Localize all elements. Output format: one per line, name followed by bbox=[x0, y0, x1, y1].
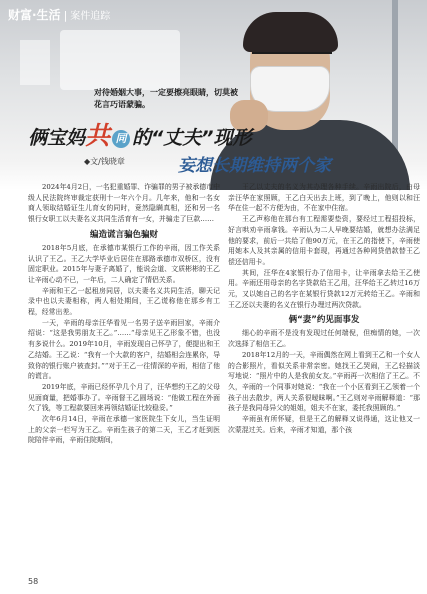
article-title bbox=[28, 116, 252, 152]
title-emphasis: 共 bbox=[85, 121, 111, 150]
paragraph: 一天，辛雨的母亲汪华看见一名男子送辛雨回家，辛雨介绍说：“这是我男朋友王乙。”……“母亲见王乙形象不错，也没有多说什么。2019年10月，辛雨发现自己怀孕了，便提出和王乙结婚。王乙说：“我有一个大款的客户，结婚相会连累你，导致你的银行账户被查封。”“对于王乙一往情深的辛雨，相信了他的谎言。 bbox=[28, 318, 220, 381]
page-number: 58 bbox=[28, 577, 39, 586]
paragraph: 次年6月14日，辛雨在承德一家医院生下女儿，当生证明上的父亲一栏写为王乙。辛雨生孩子的第二天，王乙才赶到医院陪伴辛雨，辛雨住院期间， bbox=[28, 415, 220, 445]
title-part-1: 俩宝妈 bbox=[28, 127, 86, 149]
magazine-brand: 财富·生活 bbox=[8, 8, 61, 22]
paragraph: 王乙声称他在那台有工程需要垫资，要经过工程招投标，好言哄劝辛雨拿钱。辛雨认为二人早晚要结婚，就想办法满足他的要求，前后一共给了他90万元，在王乙的指使下，辛雨使用她本人及其亲属的信用卡套现，再通过各种网贷借款替王乙偿还信用卡。 bbox=[228, 215, 420, 266]
paragraph: 细心的辛雨不是没有发现过任何端倪，但痴情的她，一次次选择了相信王乙。 bbox=[228, 329, 420, 349]
man-hair bbox=[243, 12, 338, 52]
paragraph: 其间，汪华在4家银行办了信用卡，让辛雨拿去给王乙使用。辛雨还用母亲的名字贷款给王乙用，汪华给王乙转过16万元，又以她自己的名字在某银行贷款12万元转给王乙。辛雨和王乙还以夫妻的名义在银行办理过两次贷款。 bbox=[228, 268, 420, 309]
section-heading: 俩“妻”约见面事发 bbox=[288, 315, 360, 326]
author-byline: ◆文/钱晓章 bbox=[84, 157, 125, 166]
masthead-separator: | bbox=[63, 9, 68, 22]
lead-text: 对待婚姻大事，一定要擦亮眼睛，切莫被花言巧语蒙骗。 bbox=[94, 87, 238, 109]
background-window bbox=[60, 30, 180, 90]
paragraph: 辛雨和王乙一起租房同居，以夫妻名义共同生活，聊天记录中也以夫妻相称，两人相处期间，王乙谎称他在那乡有工程，经常出差。 bbox=[28, 286, 220, 317]
paragraph: 2018年12月的一天，辛雨偶然在网上看到王乙和一个女人的合影照片，看似关系非常亲密。她找王乙哭闹，王乙轻描淡写地说：“照片中的人是我前女友。”辛雨再一次相信了王乙。不久，辛雨的一个同事对她说：“我在一个小区看到王乙领着一个孩子出去散步，两人关系很暧昧啊。”王乙则对辛雨解释道：“那孩子是我同母异父的姐姐，姐夫不在家，委托我照顾的。” bbox=[228, 350, 420, 413]
title-part-2: 的“丈夫”现形 bbox=[132, 127, 252, 149]
paragraph: 辛雨虽有所怀疑，但是王乙的解释又说得通，这让他又一次蒙混过关。后来，辛雨才知道，那个孩 bbox=[228, 415, 420, 434]
article-subtitle: 妄想长期维持两个家 bbox=[178, 156, 331, 176]
man-glasses bbox=[252, 52, 332, 66]
left-column bbox=[28, 182, 220, 446]
right-column bbox=[228, 182, 420, 435]
column-name: 案件追踪 bbox=[70, 11, 111, 22]
paragraph: 2024年4月2日，一名犯重婚罪、诈骗罪的男子被承德市中级人民法院终审裁定获刑十一年六个月。几年来，他和一名女商人领取结婚证生儿育女的同时，竟然隐瞒真相，还和另一名银行女职工以夫妻名义共同生活育有一女，并骗走了巨款…… bbox=[28, 183, 220, 224]
paragraph: 2019年底，辛雨已经怀孕几个月了，汪华想约王乙的父母见面商量，把婚事办了。辛雨督王乙圆场说：“他做工程在外面欠了钱，等工程款要回来再领结婚证比较稳妥。” bbox=[28, 382, 220, 413]
paragraph: 王乙以丈夫的名义为其办理各种手续。辛雨出院后，由母亲汪华在家照顾，王乙白天出去上班，到了晚上，他则以和汪华在住一起不方便为由，不在家中住宿。 bbox=[228, 183, 420, 213]
paragraph: 2018年5月底，在承德市某银行工作的辛雨，因工作关系认识了王乙。王乙大学毕业后居住在那路承德市双桥区，没有固定职业。2015年与妻子离婚了，能说会道、文质彬彬的王乙让辛雨心动不已，一年后，二人确定了情侣关系。 bbox=[28, 243, 220, 284]
section-heading: 编造谎言骗色骗财 bbox=[89, 229, 158, 240]
background-window bbox=[20, 40, 50, 85]
title-badge: 同 bbox=[112, 130, 130, 148]
masthead bbox=[8, 6, 110, 23]
